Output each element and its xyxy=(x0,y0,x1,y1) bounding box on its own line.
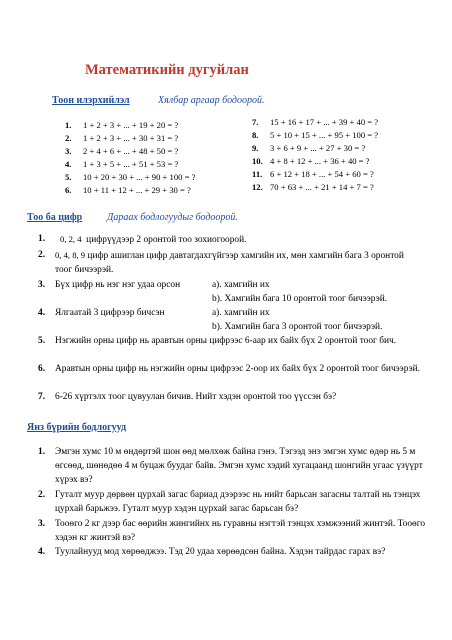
expression-item: 6. 10 + 11 + 12 + ... + 29 + 30 = ? xyxy=(65,185,191,195)
problem-number: 2. xyxy=(38,490,46,500)
section-instruction-digits: Дараах бодлогуудыг бодоорой. xyxy=(107,212,238,223)
problem-option-b: b). Хамгийн бага 10 оронтой тоог бичээрэй. xyxy=(212,294,388,304)
expression-item: 3. 2 + 4 + 6 + ... + 48 + 50 = ? xyxy=(65,146,179,156)
problem-number: 1. xyxy=(38,447,46,457)
expression-item: 4. 1 + 3 + 5 + ... + 51 + 53 = ? xyxy=(65,159,179,169)
problem-option-a: а). хамгийн их xyxy=(212,308,270,318)
problem-text: Гуталт муур дөрвөн цурхай загас бариад дээрээс нь нийт барьсан загасны талтай нь тэнцэх цурхай барьжээ. Гуталт муур хэдэн цурхай загас барьсан бэ? xyxy=(55,490,421,514)
problem-text: Бүх цифр нь нэг нэг удаа орсон xyxy=(55,280,181,290)
problem-number: 4. xyxy=(38,547,46,557)
expression-item: 7. 15 + 16 + 17 + ... + 39 + 40 = ? xyxy=(252,117,379,127)
problem-text: Тооөго 2 кг дээр бас өөрийн жингийнх нь гуравны нэгтэй тэнцэх хэмжээний жинтэй. Тооөго хэдэн кг жинтэй вэ? xyxy=(55,519,426,543)
expression-item: 9. 3 + 6 + 9 + ... + 27 + 30 = ? xyxy=(252,143,366,153)
problem-text: Нэгжийн орны цифр нь аравтын орны цифрээс 6-аар их байх бүх 2 оронтой тоог бич. xyxy=(55,336,397,346)
problem-number: 3. xyxy=(38,280,46,290)
problem-text: Туулайнууд мод хөрөөджээ. Тэд 20 удаа хөрөөдсөн байна. Хэдэн тайрдас гарах вэ? xyxy=(55,547,386,557)
problem-number: 5. xyxy=(38,336,46,346)
problem-text: Ялгаатай 3 цифрээр бичсэн xyxy=(55,308,165,318)
problem-option-b: b). Хамгийн бага 3 оронтой тоог бичээрэй. xyxy=(212,322,383,332)
page-title: Математикийн дугуйлан xyxy=(85,62,249,78)
expression-item: 1. 1 + 2 + 3 + ... + 19 + 20 = ? xyxy=(65,120,179,130)
problem-number: 6. xyxy=(38,364,46,374)
problem-text: 0, 4, 8, 9 цифр ашиглан цифр давтагдахгүйгээр хамгийн их, мөн хамгийн бага 3 оронтой тоог бичээрэй. xyxy=(55,250,404,275)
expression-item: 10. 4 + 8 + 12 + ... + 36 + 40 = ? xyxy=(252,156,370,166)
problem-text: Эмгэн хумс 10 м өндөртэй шон өөд мөлхөж байна гэнэ. Тэгээд энэ эмгэн хумс өдөр нь 5 м өгсөөд, шөнөдөө 4 м буцаж буудаг байв. Эмгэн хумс хэдий хугацаанд шонгийн угаас үзүүрт хүрэх вэ? xyxy=(55,447,423,485)
expression-item: 8. 5 + 10 + 15 + ... + 95 + 100 = ? xyxy=(252,130,379,140)
problem-number: 3. xyxy=(38,519,46,529)
section-instruction-expressions: Хялбар аргаар бодоорой. xyxy=(158,95,265,106)
section-heading-digits: Тоо ба цифр xyxy=(27,212,83,223)
section-heading-expressions: Тоон илэрхийлэл xyxy=(52,95,130,106)
expression-item: 12. 70 + 63 + ... + 21 + 14 + 7 = ? xyxy=(252,182,374,192)
problem-number: 2. xyxy=(38,250,46,260)
expression-item: 11. 6 + 12 + 18 + ... + 54 + 60 = ? xyxy=(252,169,374,179)
expression-item: 2. 1 + 2 + 3 + ... + 30 + 31 = ? xyxy=(65,133,179,143)
section-heading-various: Янз бүрийн бодлогууд xyxy=(27,422,127,433)
problem-text: 6-26 хүртэлх тоог цувуулан бичив. Нийт хэдэн оронтой тоо үүссэн бэ? xyxy=(55,392,337,402)
problem-number: 1. xyxy=(38,234,46,244)
problem-text: Аравтын орны цифр нь нэгжийн орны цифрээс 2-оор их байх бүх 2 оронтой тоог бичээрэй. xyxy=(55,364,421,374)
expression-item: 5. 10 + 20 + 30 + ... + 90 + 100 = ? xyxy=(65,172,196,182)
problem-text: 0, 2, 4 цифрүүдээр 2 оронтой тоо зохиогоорой. xyxy=(60,234,247,245)
problem-number: 7. xyxy=(38,392,46,402)
problem-option-a: а). хамгийн их xyxy=(212,280,270,290)
problem-number: 4. xyxy=(38,308,46,318)
